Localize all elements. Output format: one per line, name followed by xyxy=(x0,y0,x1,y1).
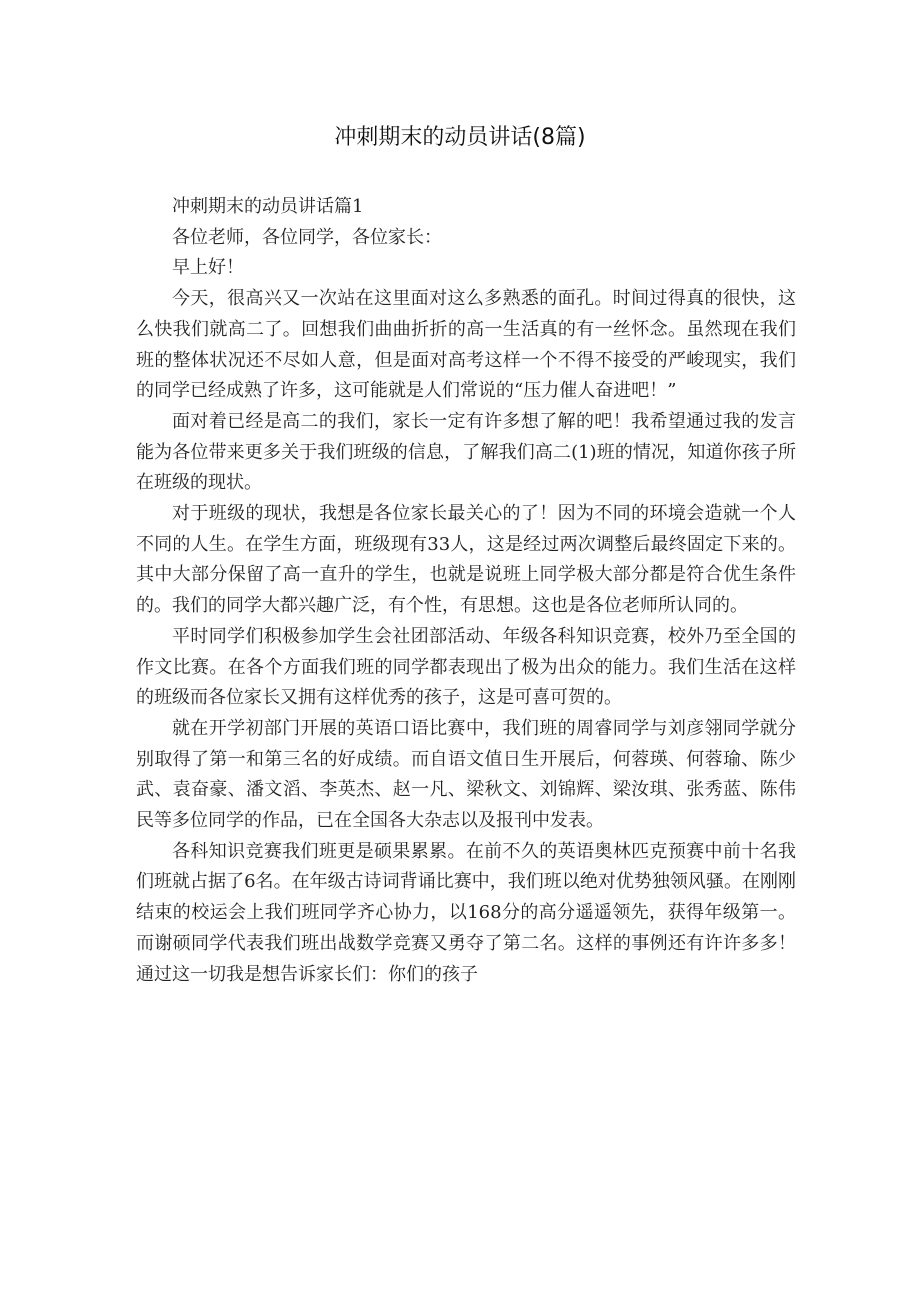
body-paragraph: 各科知识竞赛我们班更是硕果累累。在前不久的英语奥林匹克预赛中前十名我们班就占据了6名。在年级古诗词背诵比赛中，我们班以绝对优势独领风骚。在刚刚结束的校运会上我们班同学齐心协力，以168分的高分遥遥领先，获得年级第一。而谢硕同学代表我们班出战数学竞赛又勇夺了第二名。这样的事例还有许许多多！通过这一切我是想告诉家长们：你们的孩子 xyxy=(136,840,796,985)
body-paragraph: 今天，很高兴又一次站在这里面对这么多熟悉的面孔。时间过得真的很快，这么快我们就高二了。回想我们曲曲折折的高一生活真的有一丝怀念。虽然现在我们班的整体状况还不尽如人意，但是面对高考这样一个不得不接受的严峻现实，我们的同学已经成熟了许多，这可能就是人们常说的“压力催人奋进吧！” xyxy=(136,288,796,402)
body-paragraph: 平时同学们积极参加学生会社团部活动、年级各科知识竞赛，校外乃至全国的作文比赛。在各个方面我们班的同学都表现出了极为出众的能力。我们生活在这样的班级而各位家长又拥有这样优秀的孩子，这是可喜可贺的。 xyxy=(136,625,796,709)
section-heading: 冲刺期末的动员讲话篇1 xyxy=(172,196,364,217)
document-body xyxy=(136,192,796,990)
document-title: 冲刺期末的动员讲话(8篇) xyxy=(334,125,586,150)
body-paragraph: 就在开学初部门开展的英语口语比赛中，我们班的周睿同学与刘彦翎同学就分别取得了第一和第三名的好成绩。而自语文值日生开展后，何蓉瑛、何蓉瑜、陈少武、袁奋豪、潘文滔、李英杰、赵一凡、梁秋文、刘锦辉、梁汝琪、张秀蓝、陈伟民等多位同学的作品，已在全国各大杂志以及报刊中发表。 xyxy=(136,717,796,832)
body-paragraph: 面对着已经是高二的我们，家长一定有许多想了解的吧！我希望通过我的发言能为各位带来更多关于我们班级的信息，了解我们高二(1)班的情况，知道你孩子所在班级的现状。 xyxy=(136,410,796,494)
body-paragraph: 对于班级的现状，我想是各位家长最关心的了！因为不同的环境会造就一个人不同的人生。在学生方面，班级现有33人，这是经过两次调整后最终固定下来的。其中大部分保留了高一直升的学生，也就是说班上同学极大部分都是符合优生条件的。我们的同学大都兴趣广泛，有个性，有思想。这也是各位老师所认同的。 xyxy=(136,503,796,617)
greeting: 早上好！ xyxy=(172,257,244,279)
salutation: 各位老师，各位同学，各位家长： xyxy=(172,226,442,248)
